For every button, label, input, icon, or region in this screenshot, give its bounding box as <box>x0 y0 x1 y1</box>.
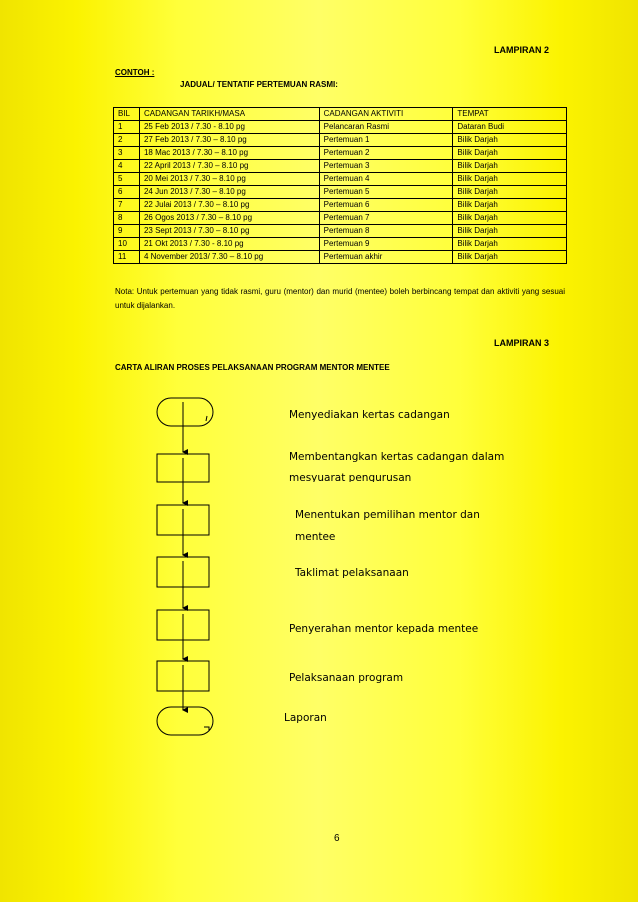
cell-tempat: Dataran Budi <box>453 121 567 134</box>
step-7-label: Laporan <box>284 712 327 724</box>
note-text: Nota: Untuk pertemuan yang tidak rasmi, guru (mentor) dan murid (mentee) boleh berbincang tempat dan aktiviti yang sesuai untuk dijalankan. <box>115 287 565 310</box>
cell-tarikh-masa: 18 Mac 2013 / 7.30 – 8.10 pg <box>139 147 319 160</box>
cell-aktiviti: Pertemuan 9 <box>319 238 453 251</box>
cell-tarikh-masa: 27 Feb 2013 / 7.30 – 8.10 pg <box>139 134 319 147</box>
header-tempat: TEMPAT <box>453 108 567 121</box>
step-1-label: Menyediakan kertas cadangan <box>289 409 450 421</box>
cell-tempat: Bilik Darjah <box>453 225 567 238</box>
cell-aktiviti: Pertemuan 2 <box>319 147 453 160</box>
cell-aktiviti: Pertemuan 7 <box>319 212 453 225</box>
cell-tempat: Bilik Darjah <box>453 147 567 160</box>
cell-tempat: Bilik Darjah <box>453 212 567 225</box>
cell-aktiviti: Pertemuan 3 <box>319 160 453 173</box>
flowchart-title: CARTA ALIRAN PROSES PELAKSANAAN PROGRAM MENTOR MENTEE <box>115 363 390 372</box>
step-5-label: Penyerahan mentor kepada mentee <box>289 623 479 635</box>
end-tick <box>204 727 209 731</box>
cell-tempat: Bilik Darjah <box>453 238 567 251</box>
cell-aktiviti: Pertemuan 5 <box>319 186 453 199</box>
schedule-title: JADUAL/ TENTATIF PERTEMUAN RASMI: <box>180 80 338 89</box>
cell-bil: 10 <box>114 238 140 251</box>
cell-aktiviti: Pertemuan 4 <box>319 173 453 186</box>
step-2-label-cont: mesyuarat pengurusan <box>289 472 412 482</box>
cell-bil: 9 <box>114 225 140 238</box>
cell-bil: 6 <box>114 186 140 199</box>
cell-tarikh-masa: 21 Okt 2013 / 7.30 - 8.10 pg <box>139 238 319 251</box>
header-aktiviti: CADANGAN AKTIVITI <box>319 108 453 121</box>
step-4-label: Taklimat pelaksanaan <box>295 567 409 579</box>
cell-aktiviti: Pelancaran Rasmi <box>319 121 453 134</box>
cell-tarikh-masa: 23 Sept 2013 / 7.30 – 8.10 pg <box>139 225 319 238</box>
cell-tempat: Bilik Darjah <box>453 160 567 173</box>
start-terminator <box>157 398 213 426</box>
cell-bil: 8 <box>114 212 140 225</box>
step-2-label: Membentangkan kertas cadangan dalam <box>289 451 505 463</box>
step-3-label: Menentukan pemilihan mentor dan <box>295 509 480 521</box>
cell-aktiviti: Pertemuan 1 <box>319 134 453 147</box>
cell-tempat: Bilik Darjah <box>453 186 567 199</box>
cell-tempat: Bilik Darjah <box>453 134 567 147</box>
cell-aktiviti: Pertemuan 6 <box>319 199 453 212</box>
contoh-label: CONTOH : <box>115 68 155 77</box>
cell-tempat: Bilik Darjah <box>453 251 567 264</box>
step-3-label-cont: mentee <box>295 531 336 543</box>
cell-tarikh-masa: 24 Jun 2013 / 7.30 – 8.10 pg <box>139 186 319 199</box>
cell-tarikh-masa: 20 Mei 2013 / 7.30 – 8.10 pg <box>139 173 319 186</box>
step-6-label: Pelaksanaan program <box>289 672 404 684</box>
cell-bil: 4 <box>114 160 140 173</box>
cell-bil: 7 <box>114 199 140 212</box>
lampiran-2-label: LAMPIRAN 2 <box>494 45 550 55</box>
cell-tarikh-masa: 22 April 2013 / 7.30 – 8.10 pg <box>139 160 319 173</box>
start-tick <box>206 416 207 421</box>
cell-tempat: Bilik Darjah <box>453 173 567 186</box>
page-number: 6 <box>334 833 340 844</box>
cell-aktiviti: Pertemuan akhir <box>319 251 453 264</box>
cell-aktiviti: Pertemuan 8 <box>319 225 453 238</box>
cell-bil: 2 <box>114 134 140 147</box>
cell-tarikh-masa: 26 Ogos 2013 / 7.30 – 8.10 pg <box>139 212 319 225</box>
cell-tempat: Bilik Darjah <box>453 199 567 212</box>
cell-bil: 11 <box>114 251 140 264</box>
header-tarikh-masa: CADANGAN TARIKH/MASA <box>139 108 319 121</box>
cell-tarikh-masa: 4 November 2013/ 7.30 – 8.10 pg <box>139 251 319 264</box>
cell-tarikh-masa: 22 Julai 2013 / 7.30 – 8.10 pg <box>139 199 319 212</box>
cell-bil: 1 <box>114 121 140 134</box>
cell-bil: 5 <box>114 173 140 186</box>
end-terminator <box>157 707 213 735</box>
lampiran-3-label: LAMPIRAN 3 <box>494 338 550 348</box>
cell-tarikh-masa: 25 Feb 2013 / 7.30 - 8.10 pg <box>139 121 319 134</box>
header-bil: BIL <box>114 108 140 121</box>
cell-bil: 3 <box>114 147 140 160</box>
